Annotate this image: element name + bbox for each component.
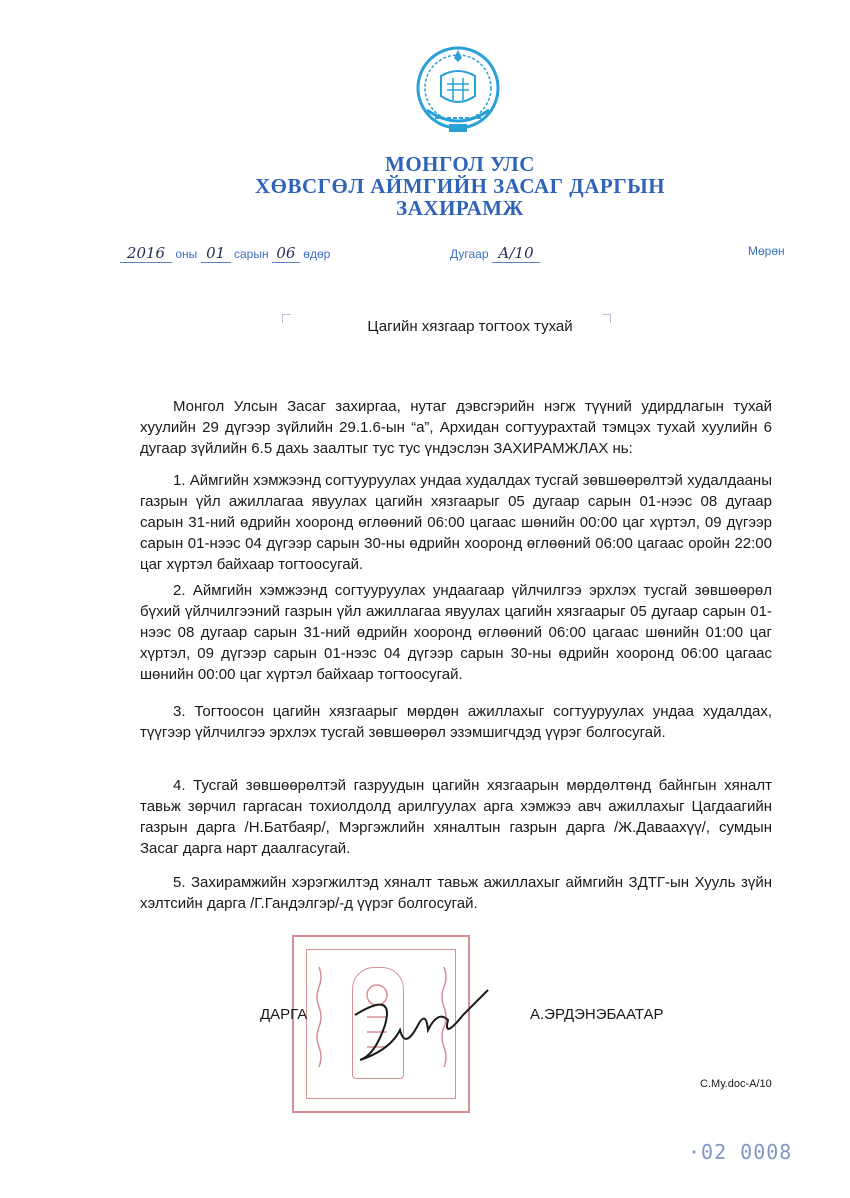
document-type-heading: ЗАХИРАМЖ bbox=[396, 196, 524, 220]
signatory-name: А.ЭРДЭНЭБААТАР bbox=[530, 1006, 664, 1023]
paragraph: 1. Аймгийн хэмжээнд согтууруулах ундаа худалдах тусгай зөвшөөрөлтэй худалдааны газрын үйл ажиллагаа явуулах цагийн хязгаарыг 05 дугаар сарын 01-нээс 08 дугаар сарын 31-ний өдрийн хооронд өглөөний 06:00 цагаас шөнийн 00:00 цаг хүртэл, 09 дүгээр сарын 01-нээс 04 дүгээр сарын 30-ны өдрийн хооронд өглөөний 06:00 цагаас оройн 22:00 цаг хүртэл байхаар тогтоосугай. bbox=[140, 472, 772, 573]
preamble bbox=[140, 396, 772, 459]
number-line bbox=[450, 244, 540, 263]
document-reference: С.Му.doc-А/10 bbox=[700, 1078, 772, 1090]
item-5 bbox=[140, 872, 772, 914]
date-month-suffix: сарын bbox=[233, 247, 269, 261]
item-3 bbox=[140, 701, 772, 743]
place-name: Мөрөн bbox=[748, 244, 785, 258]
document-title: Цагийн хязгаар тогтоох тухай bbox=[367, 318, 573, 335]
item-4 bbox=[140, 775, 772, 859]
date-month: 01 bbox=[201, 244, 231, 263]
authority-heading: ХӨВСГӨЛ АЙМГИЙН ЗАСАГ ДАРГЫН bbox=[254, 174, 666, 198]
state-emblem-icon bbox=[413, 40, 503, 140]
paragraph: Монгол Улсын Засаг захиргаа, нутаг дэвсгэрийн нэгж түүний удирдлагын тухай хуулийн 29 дүгээр зүйлийн 29.1.6-ын “а”, Архидан согтуурахтай тэмцэх тухай хуулийн 6 дугаар зүйлийн 6.5 дахь заалтыг тус тус үндэслэн ЗАХИРАМЖЛАХ нь: bbox=[140, 398, 772, 457]
paragraph: 5. Захирамжийн хэрэгжилтэд хяналт тавьж ажиллахыг аймгийн ЗДТГ-ын Хууль зүйн хэлтсийн дарга /Г.Гандэлгэр/-д үүрэг болгосугай. bbox=[140, 874, 772, 912]
paragraph: 4. Тусгай зөвшөөрөлтэй газруудын цагийн хязгаарын мөрдөлтөнд байнгын хяналт тавьж зөрчил гаргасан тохиолдолд арилгуулах арга хэмжээ авч ажиллахыг Цагдаагийн газрын дарга /Н.Батбаяр/, Мэргэжлийн хяналтын газрын дарга /Ж.Даваахүү/, сумдын Засаг дарга нарт даалгасугай. bbox=[140, 777, 772, 857]
handwritten-signature bbox=[335, 985, 515, 1065]
date-year-suffix: оны bbox=[175, 247, 198, 261]
date-day: 06 bbox=[272, 244, 300, 263]
paragraph: 3. Тогтоосон цагийн хязгаарыг мөрдөн ажиллахыг согтууруулах ундаа худалдах, түүгээр үйлчилгээ эрхлэх тусгай зөвшөөрөл эзэмшигчдэд үүрэг болгосугай. bbox=[140, 703, 772, 741]
item-1 bbox=[140, 470, 772, 575]
date-day-suffix: өдөр bbox=[303, 247, 331, 261]
date-line bbox=[120, 244, 330, 263]
country-heading: МОНГОЛ УЛС bbox=[385, 152, 535, 176]
date-year: 2016 bbox=[120, 244, 172, 263]
document-number: А/10 bbox=[492, 244, 540, 263]
paragraph: 2. Аймгийн хэмжээнд согтууруулах ундаагаар үйлчилгээ эрхлэх тусгай зөвшөөрөл бүхий үйлчилгээний газрын үйл ажиллагаа явуулах цагийн хязгаарыг 05 дугаар сарын 01-нээс 08 дугаар сарын 31-ний өдрийн хооронд өглөөний 06:00 цагаас шөнийн 01:00 цаг хүртэл, 09 дүгээр сарын 01-нээс 04 дүгээр сарын 30-ны өдрийн хооронд 06:00 цагаас шөнийн 00:00 цаг хүртэл байхаар тогтоосугай. bbox=[140, 582, 772, 683]
serial-number: ·02 0008 bbox=[688, 1140, 793, 1164]
item-2 bbox=[140, 580, 772, 685]
signatory-title: ДАРГА bbox=[260, 1006, 308, 1023]
number-label: Дугаар bbox=[450, 247, 489, 261]
